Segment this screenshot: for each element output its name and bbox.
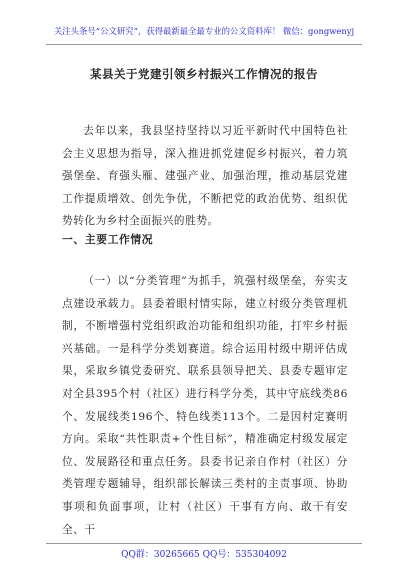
document-title: 某县关于党建引领乡村振兴工作情况的报告 bbox=[90, 67, 318, 81]
footer-contact: QQ群：30265665 QQ号：535304092 bbox=[121, 550, 287, 560]
section-paragraph: （一）以“分类管理”为抓手，筑强村级堡垒，夯实支点建设承载力。县委着眼村情实际，建立村级分类管理机制，不断增强村党组织政治功能和组织功能，打牢乡村振兴基础。一是科学分类划赛道。综合运用村级中期评估成果，采取乡镇党委研究、联系县领导把关、县委专题审定对全县395个村（社区）进行科学分类，其中守底线类86个、发展线类196个、特色线类113个。二是因村定赛明方向。采取“共性职责+个性目标”，精准确定村级发展定位、发展路径和重点任务。县委书记亲自作村（社区）分类管理专题辅导，组织部长解读三类村的主责事项、协助事项和负面事项，让村（社区）干事有方向、敢干有安全、干 bbox=[62, 275, 348, 536]
footer-divider bbox=[46, 543, 362, 544]
section-heading: 一、主要工作情况 bbox=[62, 233, 154, 246]
intro-paragraph: 去年以来，我县坚持坚持以习近平新时代中国特色社会主义思想为指导，深入推进抓党建促乡村振兴，着力筑强堡垒、育强头雁、建强产业、加强治理，推动基层党建工作提质增效、创先争优，不断把党的政治优势、组织优势转化为乡村全面振兴的胜势。 bbox=[62, 125, 348, 228]
header-banner: 关注头条号“公文研究”，获得最新最全最专业的公文资料库！ 微信：gongwenyj bbox=[53, 26, 355, 36]
header-divider bbox=[46, 44, 362, 45]
